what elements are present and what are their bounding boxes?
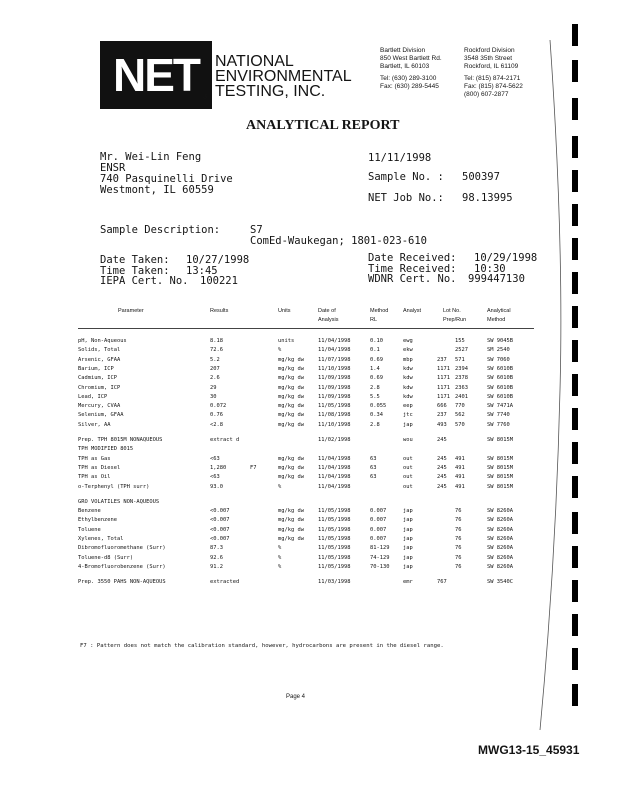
analyst-cell: kdw xyxy=(403,384,413,391)
method-rl-cell: 2.8 xyxy=(370,384,380,391)
method-rl-cell: 0.10 xyxy=(370,338,383,344)
date-cell: 11/05/1998 xyxy=(318,526,351,533)
info-label: WDNR Cert. No. xyxy=(368,273,457,285)
method-cell: SW 3540C xyxy=(487,579,513,586)
method-cell: SW 6010B xyxy=(487,393,513,400)
units-cell: % xyxy=(278,554,282,561)
lot-run-cell: 76 xyxy=(455,545,462,552)
lot-prep-cell: 1171 xyxy=(437,384,450,391)
parameter-cell: Prep. TPH 8015M NONAQUEOUS xyxy=(78,437,163,443)
date-cell: 11/04/1998 xyxy=(318,347,351,354)
col-header-line: Analysis xyxy=(318,317,339,323)
method-cell: SW 8015M xyxy=(487,455,513,462)
division-line: Bartlett Division xyxy=(380,47,426,54)
info-value: 999447130 xyxy=(468,273,525,285)
analyst-cell: jap xyxy=(403,508,413,515)
units-cell: units xyxy=(278,338,295,344)
col-header-line: Date of xyxy=(318,308,336,314)
lot-run-cell: 570 xyxy=(455,421,465,428)
info-label: Date Taken: xyxy=(100,254,170,266)
lot-run-cell: 76 xyxy=(455,554,462,561)
company-name-line: ENVIRONMENTAL xyxy=(215,68,352,85)
col-header-units: Units xyxy=(278,308,291,314)
lot-run-cell: 562 xyxy=(455,412,465,419)
date-cell: 11/05/1998 xyxy=(318,554,351,561)
units-cell: mg/kg dw xyxy=(278,464,304,471)
analyst-cell: jap xyxy=(403,526,413,533)
analyst-cell: kdw xyxy=(403,375,413,382)
method-cell: SW 8260A xyxy=(487,563,513,570)
units-cell: mg/kg dw xyxy=(278,384,304,391)
method-rl-cell: 1.4 xyxy=(370,365,380,372)
report-title: ANALYTICAL REPORT xyxy=(246,118,400,133)
date-cell: 11/09/1998 xyxy=(318,384,351,391)
lot-run-cell: 76 xyxy=(455,508,462,515)
result-cell: 207 xyxy=(210,365,220,372)
analyst-cell: out xyxy=(403,474,413,481)
parameter-cell: TPH as Oil xyxy=(78,474,111,481)
parameter-cell: GRO VOLATILES NON-AQUEOUS xyxy=(78,498,160,505)
date-cell: 11/05/1998 xyxy=(318,508,351,515)
date-cell: 11/04/1998 xyxy=(318,474,351,481)
method-rl-cell: 0.34 xyxy=(370,412,383,419)
division-line: 850 West Bartlett Rd. xyxy=(380,54,442,62)
date-cell: 11/10/1998 xyxy=(318,421,351,428)
result-cell: 8.18 xyxy=(210,338,223,344)
sample-no-label: Sample No. : xyxy=(368,171,444,183)
parameter-cell: Ethylbenzene xyxy=(78,517,117,524)
lot-prep-cell: 237 xyxy=(437,412,447,419)
result-cell: 1,280 xyxy=(210,464,227,471)
date-cell: 11/09/1998 xyxy=(318,375,351,382)
info-value: 100221 xyxy=(200,275,238,287)
method-rl-cell: 0.007 xyxy=(370,536,387,542)
division-line: Rockford Division xyxy=(464,47,515,54)
result-cell: 92.6 xyxy=(210,554,223,561)
lot-run-cell: 491 xyxy=(455,483,465,490)
method-rl-cell: 63 xyxy=(370,464,377,471)
method-cell: SW 7760 xyxy=(487,421,510,428)
method-cell: SM 2540 xyxy=(487,347,510,354)
lot-run-cell: 2394 xyxy=(455,365,468,372)
result-cell: 2.6 xyxy=(210,375,220,382)
company-logo: NET xyxy=(100,41,212,109)
lot-prep-cell: 767 xyxy=(437,579,447,586)
lot-run-cell: 2401 xyxy=(455,393,468,400)
result-cell: <0.007 xyxy=(210,526,230,533)
info-value: 10/27/1998 xyxy=(186,254,250,266)
analyst-cell: jap xyxy=(403,517,413,524)
parameter-cell: 4-Bromofluorobenzene (Surr) xyxy=(78,563,166,570)
method-rl-cell: 70-130 xyxy=(370,563,390,570)
analyst-cell: out xyxy=(403,483,413,490)
method-cell: SW 8015M xyxy=(487,483,513,490)
col-header-line: RL xyxy=(370,317,378,323)
lot-run-cell: 491 xyxy=(455,464,465,471)
lot-prep-cell: 245 xyxy=(437,437,447,443)
lot-run-cell: 76 xyxy=(455,517,462,524)
division-line: Fax: (815) 874-5622 xyxy=(464,83,523,91)
lot-prep-cell: 493 xyxy=(437,421,447,428)
method-cell: SW 8015M xyxy=(487,474,513,481)
analyst-cell: mbp xyxy=(403,356,413,363)
info-label: Date Received: xyxy=(368,252,457,264)
units-cell: mg/kg dw xyxy=(278,526,304,533)
col-header-date xyxy=(318,307,338,325)
analyst-cell: kdw xyxy=(403,393,413,400)
lot-prep-cell: 245 xyxy=(437,455,447,462)
result-cell: extract d xyxy=(210,437,240,443)
info-value: 13:45 xyxy=(186,264,218,277)
result-cell: 0.76 xyxy=(210,412,223,419)
division-line: 3548 35th Street xyxy=(464,54,513,62)
col-header-line: Method xyxy=(370,308,389,314)
lot-prep-cell: 245 xyxy=(437,464,447,471)
rockford-division xyxy=(464,47,523,99)
date-cell: 11/05/1998 xyxy=(318,517,351,524)
date-cell: 11/04/1998 xyxy=(318,338,351,344)
addressee-line: 740 Pasquinelli Drive xyxy=(100,173,233,185)
result-cell: 72.6 xyxy=(210,347,223,354)
method-rl-cell: 74-129 xyxy=(370,554,390,561)
parameter-cell: Benzene xyxy=(78,508,101,515)
parameter-cell: Chromium, ICP xyxy=(78,384,121,391)
units-cell: % xyxy=(278,483,282,490)
company-name xyxy=(215,54,352,99)
page-label: Page 4 xyxy=(286,694,306,700)
method-rl-cell: 5.5 xyxy=(370,393,380,400)
lot-run-cell: 76 xyxy=(455,526,462,533)
analyst-cell: eep xyxy=(403,403,413,410)
method-cell: SW 7471A xyxy=(487,403,513,410)
info-value: 10/29/1998 xyxy=(474,252,538,264)
date-cell: 11/04/1998 xyxy=(318,464,351,471)
lot-run-cell: 2378 xyxy=(455,375,468,382)
col-header-parameter: Parameter xyxy=(118,308,144,314)
method-cell: SW 8260A xyxy=(487,517,513,524)
units-cell: mg/kg dw xyxy=(278,455,304,462)
company-name-line: NATIONAL xyxy=(215,53,294,70)
method-rl-cell: 0.055 xyxy=(370,403,387,410)
division-line: Rockford, IL 61109 xyxy=(464,62,519,70)
col-header-analytical-method xyxy=(487,307,511,325)
lot-run-cell: 155 xyxy=(455,338,465,344)
lot-run-cell: 2363 xyxy=(455,384,468,391)
col-header-lot xyxy=(443,307,466,325)
method-cell: SW 8260A xyxy=(487,508,513,515)
division-line: Fax: (630) 289-5445 xyxy=(380,83,439,91)
info-label: Time Received: xyxy=(368,262,457,275)
header-rule xyxy=(78,328,534,329)
result-cell: <0.007 xyxy=(210,517,230,524)
parameter-cell: Toluene xyxy=(78,526,101,533)
addressee-line: Westmont, IL 60559 xyxy=(100,184,214,196)
company-name-line: TESTING, INC. xyxy=(215,83,326,100)
units-cell: mg/kg dw xyxy=(278,393,304,400)
units-cell: mg/kg dw xyxy=(278,536,304,542)
analyst-cell: wou xyxy=(403,437,413,443)
units-cell: mg/kg dw xyxy=(278,356,304,363)
sample-no-value: 500397 xyxy=(462,171,500,183)
analyst-cell: emr xyxy=(403,579,413,586)
result-cell: extracted xyxy=(210,579,240,586)
date-cell: 11/08/1998 xyxy=(318,412,351,419)
method-rl-cell: 2.8 xyxy=(370,421,380,428)
lot-run-cell: 491 xyxy=(455,455,465,462)
method-cell: SW 9045B xyxy=(487,338,513,344)
date-cell: 11/09/1998 xyxy=(318,393,351,400)
lot-prep-cell: 666 xyxy=(437,403,447,410)
units-cell: % xyxy=(278,545,282,552)
analyst-cell: jap xyxy=(403,554,413,561)
method-rl-cell: 0.69 xyxy=(370,356,383,363)
lot-prep-cell: 245 xyxy=(437,483,447,490)
registered-mark: ® xyxy=(203,92,209,101)
info-label: Time Taken: xyxy=(100,264,170,277)
parameter-cell: Silver, AA xyxy=(78,421,111,428)
addressee-line: Mr. Wei-Lin Feng xyxy=(100,151,202,163)
division-line: Tel: (630) 289-3100 xyxy=(380,75,437,83)
analyst-cell: jtc xyxy=(403,412,413,419)
analyst-cell: out xyxy=(403,455,413,462)
method-rl-cell: 63 xyxy=(370,474,377,481)
lot-run-cell: 76 xyxy=(455,563,462,570)
method-cell: SW 6010B xyxy=(487,365,513,372)
parameter-cell: Arsenic, GFAA xyxy=(78,356,121,363)
division-line: Bartlett, IL 60103 xyxy=(380,62,430,70)
analyst-cell: jap xyxy=(403,536,413,542)
lot-run-cell: 2527 xyxy=(455,347,468,354)
method-rl-cell: 0.007 xyxy=(370,526,387,533)
result-cell: <63 xyxy=(210,455,220,462)
lot-run-cell: 770 xyxy=(455,403,465,410)
units-cell: mg/kg dw xyxy=(278,375,304,382)
analyst-cell: jap xyxy=(403,545,413,552)
parameter-cell: Prep. 3550 PAHS NON-AQUEOUS xyxy=(78,579,166,586)
col-header-analyst: Analyst xyxy=(403,308,422,314)
parameter-cell: TPH as Gas xyxy=(78,455,111,462)
job-no-label: NET Job No.: xyxy=(368,192,444,204)
parameter-cell: Dibromofluoromethane (Surr) xyxy=(78,545,166,552)
method-cell: SW 8260A xyxy=(487,536,513,542)
result-cell: 93.0 xyxy=(210,483,223,490)
col-header-line: Analytical xyxy=(487,308,511,314)
lot-prep-cell: 237 xyxy=(437,356,447,363)
result-cell: <0.007 xyxy=(210,536,230,542)
info-label: IEPA Cert. No. xyxy=(100,275,189,287)
info-value: 10:30 xyxy=(474,262,506,275)
units-cell: mg/kg dw xyxy=(278,403,304,410)
method-rl-cell: 0.1 xyxy=(370,347,380,354)
method-cell: SW 7740 xyxy=(487,412,510,419)
lot-prep-cell: 245 xyxy=(437,474,447,481)
analyst-cell: out xyxy=(403,464,413,471)
bartlett-division xyxy=(380,47,442,91)
report-date: 11/11/1998 xyxy=(368,152,432,164)
method-cell: SW 7060 xyxy=(487,356,510,363)
parameter-cell: Cadmium, ICP xyxy=(78,375,117,382)
result-cell: 29 xyxy=(210,384,217,391)
analyst-cell: jap xyxy=(403,563,413,570)
result-cell: 30 xyxy=(210,393,217,400)
date-cell: 11/02/1998 xyxy=(318,437,351,443)
units-cell: mg/kg dw xyxy=(278,508,304,515)
col-header-results: Results xyxy=(210,308,229,314)
units-cell: mg/kg dw xyxy=(278,474,304,481)
parameter-cell: Solids, Total xyxy=(78,347,121,354)
analyst-cell: jap xyxy=(403,421,413,428)
units-cell: mg/kg dw xyxy=(278,412,304,419)
date-cell: 11/10/1998 xyxy=(318,365,351,372)
units-cell: mg/kg dw xyxy=(278,365,304,372)
footnote: F7 : Pattern does not match the calibration standard, however, hydrocarbons are present in the diesel range. xyxy=(80,643,444,649)
lot-prep-cell: 1171 xyxy=(437,375,450,382)
parameter-cell: Xylenes, Total xyxy=(78,536,124,542)
method-cell: SW 8260A xyxy=(487,545,513,552)
date-cell: 11/05/1998 xyxy=(318,563,351,570)
sample-description-value-2: ComEd-Waukegan; 1801-023-610 xyxy=(250,235,428,247)
units-cell: mg/kg dw xyxy=(278,517,304,524)
method-cell: SW 6010B xyxy=(487,375,513,382)
division-line: (800) 607-2877 xyxy=(464,90,509,98)
method-cell: SW 8260A xyxy=(487,554,513,561)
date-cell: 11/03/1998 xyxy=(318,579,351,586)
col-header-line: Prep/Run xyxy=(443,317,467,323)
result-cell: <0.007 xyxy=(210,508,230,515)
method-rl-cell: 0.007 xyxy=(370,517,387,524)
method-rl-cell: 0.007 xyxy=(370,508,387,515)
parameter-cell: Toluene-d8 (Surr) xyxy=(78,554,134,561)
parameter-cell: Lead, ICP xyxy=(78,393,108,400)
lot-run-cell: 571 xyxy=(455,356,465,363)
method-cell: SW 6010B xyxy=(487,384,513,391)
parameter-cell: pH, Non-Aqueous xyxy=(78,338,127,344)
lot-run-cell: 76 xyxy=(455,536,462,542)
method-rl-cell: 81-129 xyxy=(370,545,390,552)
flag-cell: F7 xyxy=(250,464,257,471)
result-cell: 87.3 xyxy=(210,545,223,552)
result-cell: <63 xyxy=(210,474,220,481)
date-cell: 11/04/1998 xyxy=(318,483,351,490)
parameter-cell: TPH as Diesel xyxy=(78,464,121,471)
analyst-cell: kdw xyxy=(403,365,413,372)
units-cell: % xyxy=(278,347,282,354)
result-cell: 91.2 xyxy=(210,563,223,570)
date-cell: 11/05/1998 xyxy=(318,403,351,410)
parameter-cell: TPH MODIFIED 8015 xyxy=(78,446,134,453)
method-rl-cell: 0.69 xyxy=(370,375,383,382)
left-info xyxy=(100,255,249,287)
method-cell: SW 8260A xyxy=(487,526,513,533)
lot-run-cell: 491 xyxy=(455,474,465,481)
result-cell: 0.072 xyxy=(210,403,227,410)
right-edge-curve xyxy=(520,40,580,730)
date-cell: 11/05/1998 xyxy=(318,536,351,542)
col-header-method-rl xyxy=(370,307,388,325)
parameter-cell: Barium, ICP xyxy=(78,365,114,372)
sample-description-value: S7 xyxy=(250,224,263,236)
units-cell: % xyxy=(278,563,282,570)
date-cell: 11/04/1998 xyxy=(318,455,351,462)
document-id: MWG13-15_45931 xyxy=(478,743,580,757)
division-line: Tel: (815) 874-2171 xyxy=(464,75,521,83)
date-cell: 11/07/1998 xyxy=(318,356,351,363)
addressee-line: ENSR xyxy=(100,162,126,174)
sample-description-label: Sample Description: xyxy=(100,224,221,236)
right-info xyxy=(368,253,537,285)
units-cell: mg/kg dw xyxy=(278,421,304,428)
date-cell: 11/05/1998 xyxy=(318,545,351,552)
result-cell: <2.8 xyxy=(210,421,223,428)
addressee-block xyxy=(100,152,233,196)
parameter-cell: o-Terphenyl (TPH surr) xyxy=(78,483,150,490)
method-cell: SW 8015M xyxy=(487,437,513,443)
col-header-line: Lot No. xyxy=(443,308,461,314)
method-rl-cell: 63 xyxy=(370,455,377,462)
parameter-cell: Selenium, GFAA xyxy=(78,412,124,419)
lot-prep-cell: 1171 xyxy=(437,365,450,372)
lot-prep-cell: 1171 xyxy=(437,393,450,400)
analyst-cell: ewg xyxy=(403,338,413,344)
result-cell: 5.2 xyxy=(210,356,220,363)
parameter-cell: Mercury, CVAA xyxy=(78,403,121,410)
job-no-value: 98.13995 xyxy=(462,192,513,204)
analyst-cell: ekw xyxy=(403,347,413,354)
col-header-line: Method xyxy=(487,317,506,323)
method-cell: SW 8015M xyxy=(487,464,513,471)
